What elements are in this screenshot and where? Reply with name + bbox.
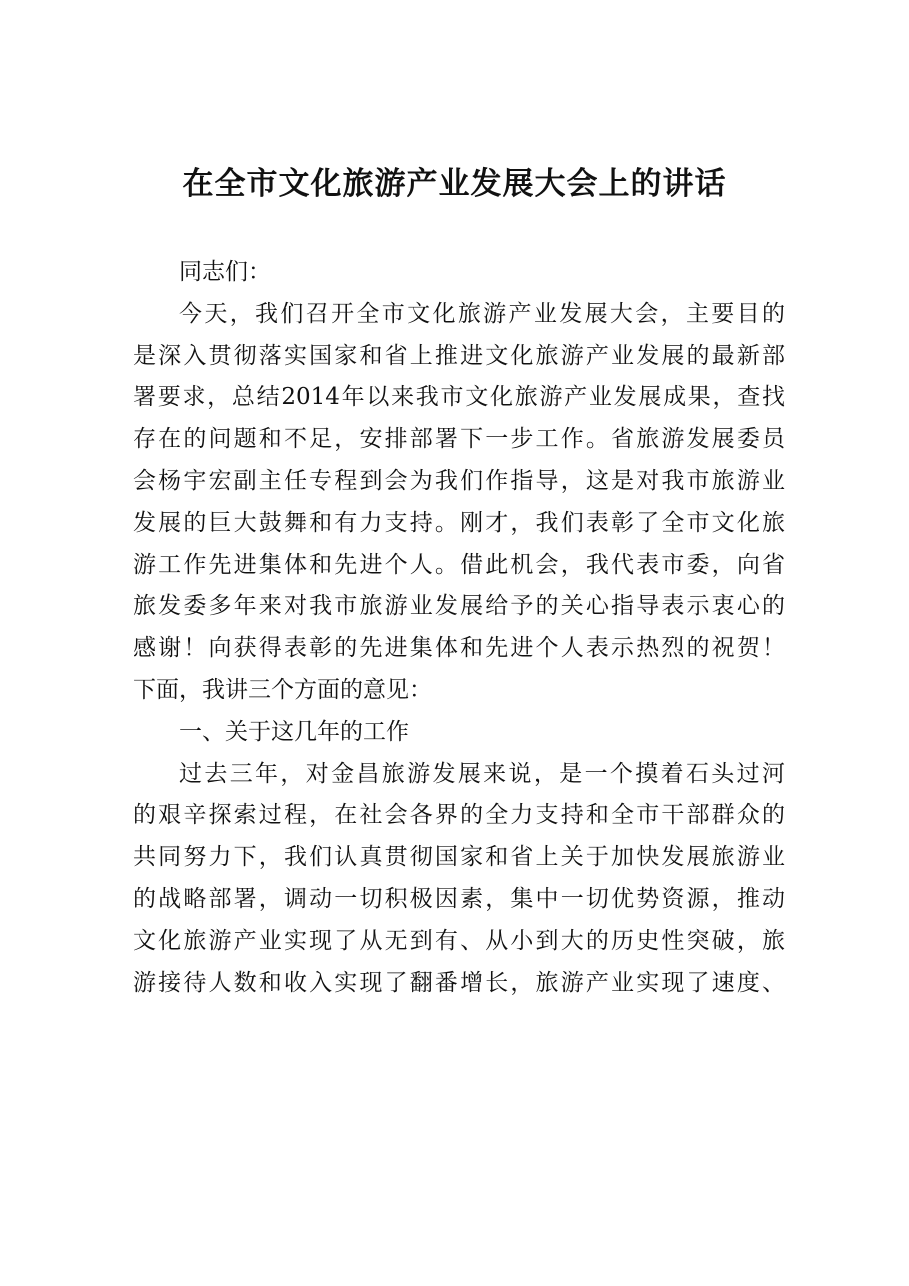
text-line: 的艰辛探索过程，在社会各界的全力支持和全市干部群众的 bbox=[133, 802, 785, 829]
text-line: 过去三年，对金昌旅游发展来说，是一个摸着石头过河 bbox=[179, 760, 785, 787]
text-line: 发展的巨大鼓舞和有力支持。刚才，我们表彰了全市文化旅 bbox=[133, 509, 785, 536]
text-line: 署要求，总结2014年以来我市文化旅游产业发展成果，查找 bbox=[133, 384, 785, 411]
text-line: 游工作先进集体和先进个人。借此机会，我代表市委，向省 bbox=[133, 551, 785, 578]
text-line: 旅发委多年来对我市旅游业发展给予的关心指导表示衷心的 bbox=[133, 593, 785, 620]
text-line: 下面，我讲三个方面的意见： bbox=[133, 676, 432, 703]
text-line: 游接待人数和收入实现了翻番增长，旅游产业实现了速度、 bbox=[133, 969, 785, 996]
text-line: 感谢！向获得表彰的先进集体和先进个人表示热烈的祝贺！ bbox=[133, 635, 785, 662]
text-line: 会杨宇宏副主任专程到会为我们作指导，这是对我市旅游业 bbox=[133, 467, 785, 494]
text-line: 的战略部署，调动一切积极因素，集中一切优势资源，推动 bbox=[133, 885, 785, 912]
document-body bbox=[133, 252, 785, 1004]
document-title: 在全市文化旅游产业发展大会上的讲话 bbox=[182, 166, 727, 202]
text-line: 同志们： bbox=[179, 259, 271, 285]
text-line: 一、关于这几年的工作 bbox=[179, 718, 409, 745]
text-line: 共同努力下，我们认真贯彻国家和省上关于加快发展旅游业 bbox=[133, 844, 785, 871]
text-line: 存在的问题和不足，安排部署下一步工作。省旅游发展委员 bbox=[133, 426, 785, 453]
text-line: 文化旅游产业实现了从无到有、从小到大的历史性突破，旅 bbox=[133, 927, 785, 954]
text-line: 今天，我们召开全市文化旅游产业发展大会，主要目的 bbox=[179, 300, 785, 327]
text-line: 是深入贯彻落实国家和省上推进文化旅游产业发展的最新部 bbox=[133, 342, 785, 369]
